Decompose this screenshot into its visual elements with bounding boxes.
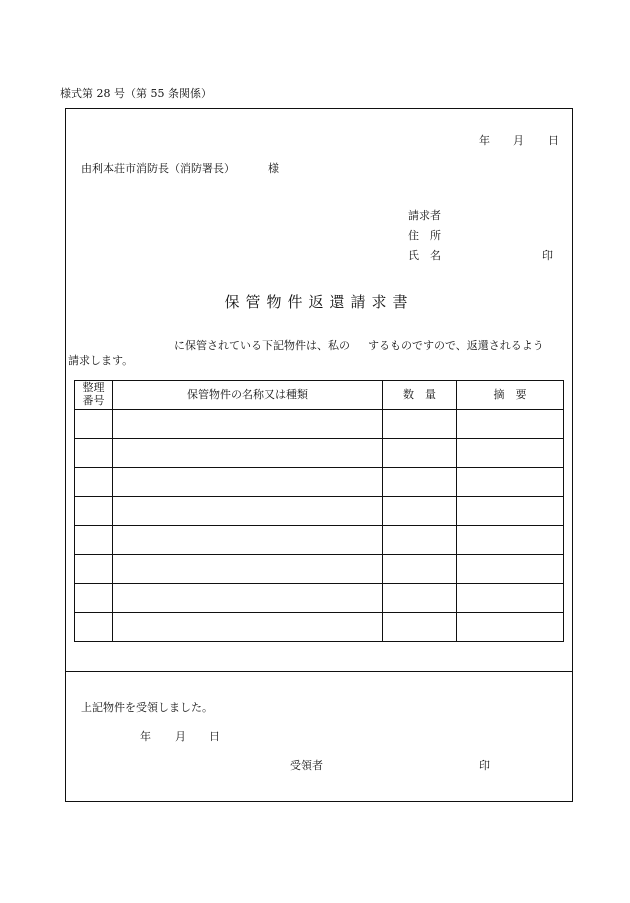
table-row [75,613,564,642]
receipt-date-day: 日 [209,730,220,743]
header-number-line2: 番号 [82,394,105,407]
addressee-honorific: 様 [268,162,279,175]
cell-number[interactable] [75,439,113,468]
table-row [75,439,564,468]
receiver-seal: 印 [479,759,490,772]
table-row [75,526,564,555]
cell-remarks[interactable] [457,613,564,642]
date-day: 日 [548,134,559,147]
table-row [75,468,564,497]
cell-quantity[interactable] [383,613,457,642]
table-row [75,410,564,439]
cell-number[interactable] [75,613,113,642]
date-year: 年 [479,134,490,147]
cell-number[interactable] [75,555,113,584]
body-text-part1: に保管されている下記物件は、私の [174,339,350,352]
cell-item-name[interactable] [113,497,383,526]
cell-number[interactable] [75,526,113,555]
cell-remarks[interactable] [457,410,564,439]
table-header-row [75,381,564,410]
receipt-divider [66,671,572,672]
cell-remarks[interactable] [457,584,564,613]
cell-item-name[interactable] [113,410,383,439]
cell-number[interactable] [75,468,113,497]
cell-remarks[interactable] [457,555,564,584]
items-table [74,380,564,642]
cell-quantity[interactable] [383,497,457,526]
form-number: 様式第 28 号（第 55 条関係） [60,87,212,100]
form-frame [65,108,573,802]
cell-quantity[interactable] [383,526,457,555]
body-text-part2: するものですので、返還されるよう [368,339,544,352]
receipt-date-month: 月 [175,730,186,743]
addressee-name: 由利本荘市消防長（消防署長） [81,162,235,175]
date-month: 月 [513,134,524,147]
cell-item-name[interactable] [113,439,383,468]
header-number [75,381,113,410]
table-row [75,497,564,526]
cell-number[interactable] [75,410,113,439]
cell-remarks[interactable] [457,468,564,497]
address-label: 住 所 [408,229,441,242]
body-text-line2: 請求します。 [68,354,134,367]
header-quantity: 数 量 [383,381,457,410]
receipt-statement: 上記物件を受領しました。 [81,701,213,714]
cell-item-name[interactable] [113,555,383,584]
cell-item-name[interactable] [113,584,383,613]
header-remarks: 摘 要 [457,381,564,410]
cell-item-name[interactable] [113,526,383,555]
cell-quantity[interactable] [383,410,457,439]
cell-item-name[interactable] [113,468,383,497]
name-label: 氏 名 [408,249,441,262]
requester-seal: 印 [542,249,553,262]
header-number-line1: 整理 [82,381,105,395]
cell-quantity[interactable] [383,584,457,613]
receipt-date-year: 年 [140,730,151,743]
cell-number[interactable] [75,584,113,613]
header-item-name: 保管物件の名称又は種類 [113,381,383,410]
table-row [75,555,564,584]
cell-quantity[interactable] [383,468,457,497]
cell-number[interactable] [75,497,113,526]
cell-quantity[interactable] [383,555,457,584]
cell-remarks[interactable] [457,439,564,468]
receiver-label: 受領者 [290,759,323,772]
requester-label: 請求者 [408,209,441,222]
cell-quantity[interactable] [383,439,457,468]
cell-remarks[interactable] [457,497,564,526]
table-row [75,584,564,613]
document-title: 保管物件返還請求書 [224,293,414,311]
cell-remarks[interactable] [457,526,564,555]
cell-item-name[interactable] [113,613,383,642]
